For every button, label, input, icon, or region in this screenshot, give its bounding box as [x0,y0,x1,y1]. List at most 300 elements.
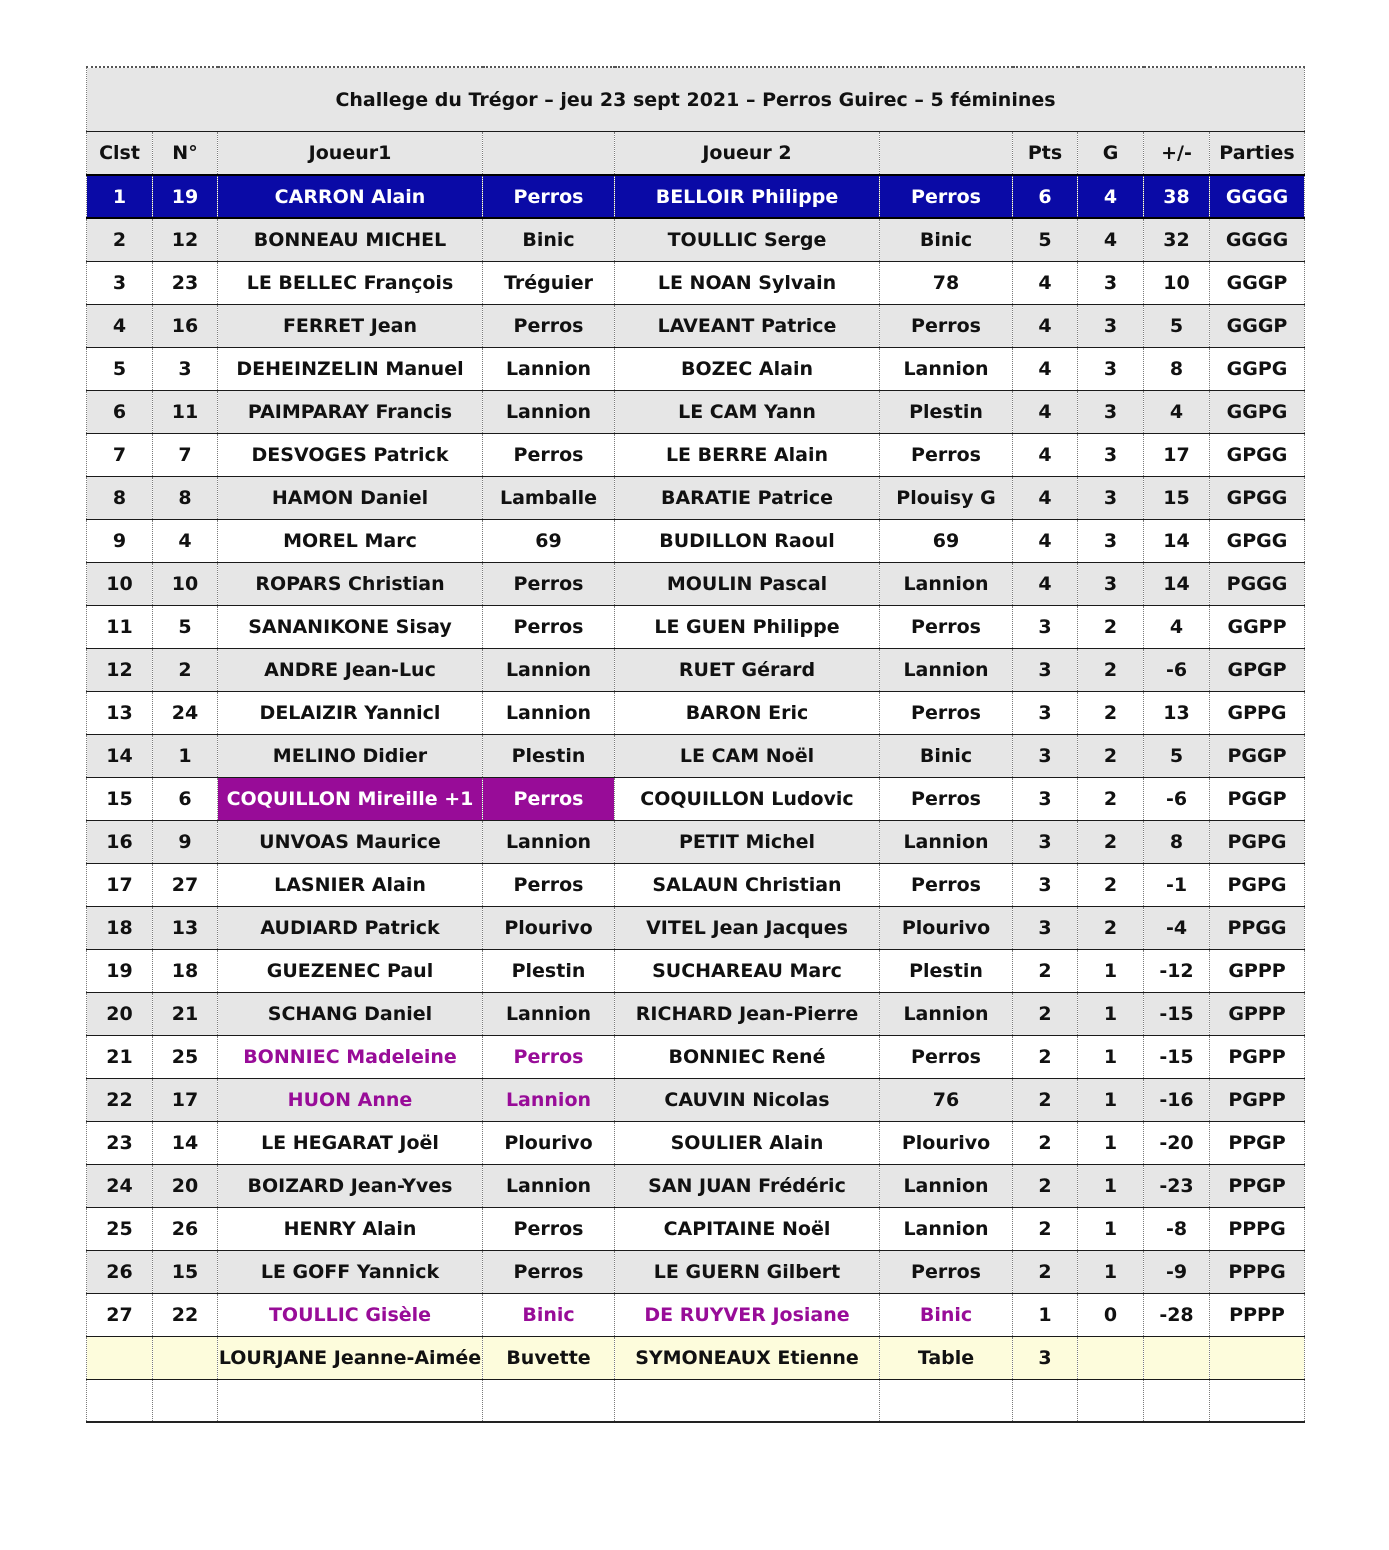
cell-games: PPGG [1210,906,1305,949]
cell-points: 2 [1013,1078,1078,1121]
cell-club2: Plouisy G [880,476,1013,519]
cell-games: GGPG [1210,390,1305,433]
cell-diff: -12 [1144,949,1210,992]
cell-wins: 3 [1078,519,1144,562]
cell-club2: Binic [880,1293,1013,1336]
cell-club2: Lannion [880,562,1013,605]
cell-rank [87,1379,153,1422]
cell-club2: Perros [880,304,1013,347]
cell-games: GPPG [1210,691,1305,734]
cell-diff: 4 [1144,390,1210,433]
cell-club2: Perros [880,1250,1013,1293]
cell-player1: LE HEGARAT Joël [218,1121,483,1164]
cell-player1: GUEZENEC Paul [218,949,483,992]
cell-points: 4 [1013,519,1078,562]
cell-rank [87,1336,153,1379]
cell-rank: 20 [87,992,153,1035]
cell-player2: BARATIE Patrice [615,476,880,519]
table-row [87,691,1305,734]
cell-club2: Lannion [880,1164,1013,1207]
header-joueur2: Joueur 2 [615,132,880,176]
cell-wins: 3 [1078,390,1144,433]
cell-player1: ANDRE Jean-Luc [218,648,483,691]
cell-player1: BONNEAU MICHEL [218,218,483,261]
cell-rank: 25 [87,1207,153,1250]
cell-points: 3 [1013,1336,1078,1379]
cell-wins: 1 [1078,1035,1144,1078]
cell-wins: 2 [1078,734,1144,777]
cell-games: PGPG [1210,820,1305,863]
cell-points: 6 [1013,175,1078,218]
table-row [87,175,1305,218]
cell-number: 5 [153,605,218,648]
cell-club2: 69 [880,519,1013,562]
cell-rank: 10 [87,562,153,605]
cell-games: GPGG [1210,476,1305,519]
header-club2 [880,132,1013,176]
cell-player2: BARON Eric [615,691,880,734]
cell-club1: Plestin [483,734,615,777]
cell-number: 18 [153,949,218,992]
results-table [86,66,1305,1423]
cell-player1: LOURJANE Jeanne-Aimée [218,1336,483,1379]
header-parties: Parties [1210,132,1305,176]
cell-number: 7 [153,433,218,476]
cell-rank: 1 [87,175,153,218]
cell-games: GGGG [1210,175,1305,218]
cell-player2: MOULIN Pascal [615,562,880,605]
cell-club1: Perros [483,562,615,605]
cell-rank: 27 [87,1293,153,1336]
cell-diff: -6 [1144,648,1210,691]
cell-points: 4 [1013,476,1078,519]
header-g: G [1078,132,1144,176]
cell-rank: 3 [87,261,153,304]
table-row [87,605,1305,648]
cell-club1: Lannion [483,390,615,433]
cell-club2: Perros [880,691,1013,734]
cell-rank: 16 [87,820,153,863]
cell-games: PPPG [1210,1250,1305,1293]
cell-player1: LASNIER Alain [218,863,483,906]
cell-wins: 3 [1078,433,1144,476]
table-row [87,1078,1305,1121]
cell-club2: Table [880,1336,1013,1379]
cell-player1: DELAIZIR Yannicl [218,691,483,734]
cell-club2: 76 [880,1078,1013,1121]
header-joueur1: Joueur1 [218,132,483,176]
cell-club1: Tréguier [483,261,615,304]
cell-number: 9 [153,820,218,863]
cell-club1: Perros [483,1250,615,1293]
table-row [87,304,1305,347]
cell-points: 4 [1013,433,1078,476]
cell-club1: Buvette [483,1336,615,1379]
header-club1 [483,132,615,176]
cell-diff: 15 [1144,476,1210,519]
cell-player1: UNVOAS Maurice [218,820,483,863]
cell-number: 8 [153,476,218,519]
cell-points: 4 [1013,390,1078,433]
table-row [87,562,1305,605]
cell-club1: Perros [483,304,615,347]
cell-points: 4 [1013,347,1078,390]
cell-club1: Perros [483,433,615,476]
table-row [87,347,1305,390]
cell-player2: RICHARD Jean-Pierre [615,992,880,1035]
cell-diff: 14 [1144,519,1210,562]
cell-rank: 2 [87,218,153,261]
cell-player2: SOULIER Alain [615,1121,880,1164]
cell-player2: LE CAM Yann [615,390,880,433]
cell-points: 4 [1013,562,1078,605]
cell-club2: 78 [880,261,1013,304]
cell-points: 2 [1013,1164,1078,1207]
cell-points: 3 [1013,906,1078,949]
cell-club1: Binic [483,218,615,261]
cell-number: 4 [153,519,218,562]
cell-rank: 12 [87,648,153,691]
cell-points: 2 [1013,1207,1078,1250]
cell-wins: 3 [1078,476,1144,519]
cell-diff: -6 [1144,777,1210,820]
cell-number: 20 [153,1164,218,1207]
cell-number: 24 [153,691,218,734]
cell-player1: LE BELLEC François [218,261,483,304]
cell-club1: Plourivo [483,1121,615,1164]
cell-number: 22 [153,1293,218,1336]
cell-club1: Lannion [483,1164,615,1207]
cell-points: 2 [1013,1121,1078,1164]
table-row [87,906,1305,949]
cell-games: PGGP [1210,734,1305,777]
cell-number: 25 [153,1035,218,1078]
cell-player2: CAPITAINE Noël [615,1207,880,1250]
cell-club2: Lannion [880,648,1013,691]
cell-points: 3 [1013,777,1078,820]
cell-games: GGPG [1210,347,1305,390]
cell-rank: 23 [87,1121,153,1164]
cell-diff: 14 [1144,562,1210,605]
cell-rank: 9 [87,519,153,562]
cell-player1: DEHEINZELIN Manuel [218,347,483,390]
header-clst: Clst [87,132,153,176]
cell-club1: Lamballe [483,476,615,519]
cell-player2: LE NOAN Sylvain [615,261,880,304]
cell-points: 1 [1013,1293,1078,1336]
cell-player1: DESVOGES Patrick [218,433,483,476]
cell-player1: FERRET Jean [218,304,483,347]
cell-player1: MOREL Marc [218,519,483,562]
cell-club1: Lannion [483,820,615,863]
cell-club2 [880,1379,1013,1422]
cell-games: GPPP [1210,949,1305,992]
cell-club1: Perros [483,1035,615,1078]
cell-diff: -1 [1144,863,1210,906]
cell-rank: 17 [87,863,153,906]
cell-player2: TOULLIC Serge [615,218,880,261]
cell-player1: ROPARS Christian [218,562,483,605]
cell-player2: SAN JUAN Frédéric [615,1164,880,1207]
cell-number: 16 [153,304,218,347]
cell-player2: SYMONEAUX Etienne [615,1336,880,1379]
cell-rank: 5 [87,347,153,390]
cell-club1: Perros [483,1207,615,1250]
cell-player1: AUDIARD Patrick [218,906,483,949]
cell-wins: 4 [1078,218,1144,261]
cell-diff: -23 [1144,1164,1210,1207]
cell-player2: LE GUERN Gilbert [615,1250,880,1293]
cell-player1: HENRY Alain [218,1207,483,1250]
cell-club2: Perros [880,863,1013,906]
cell-wins: 1 [1078,1250,1144,1293]
cell-number: 19 [153,175,218,218]
cell-club2: Lannion [880,820,1013,863]
cell-rank: 18 [87,906,153,949]
cell-wins: 4 [1078,175,1144,218]
cell-wins: 3 [1078,562,1144,605]
cell-diff: 4 [1144,605,1210,648]
cell-diff: 8 [1144,347,1210,390]
cell-wins [1078,1336,1144,1379]
cell-club1: Binic [483,1293,615,1336]
cell-player2: COQUILLON Ludovic [615,777,880,820]
cell-points: 2 [1013,1035,1078,1078]
cell-wins: 3 [1078,347,1144,390]
cell-number: 3 [153,347,218,390]
table-row [87,1121,1305,1164]
table-row [87,1035,1305,1078]
table-row [87,1164,1305,1207]
header-pts: Pts [1013,132,1078,176]
cell-club1: Lannion [483,347,615,390]
cell-player1: LE GOFF Yannick [218,1250,483,1293]
cell-wins: 1 [1078,1164,1144,1207]
cell-wins: 2 [1078,906,1144,949]
cell-number [153,1379,218,1422]
cell-wins: 1 [1078,992,1144,1035]
cell-games: PGGP [1210,777,1305,820]
cell-wins: 2 [1078,605,1144,648]
cell-player2 [615,1379,880,1422]
cell-rank: 7 [87,433,153,476]
cell-number: 2 [153,648,218,691]
cell-player1: BOIZARD Jean-Yves [218,1164,483,1207]
cell-games: PPGP [1210,1164,1305,1207]
cell-rank: 22 [87,1078,153,1121]
cell-points: 3 [1013,734,1078,777]
cell-games: PPGP [1210,1121,1305,1164]
cell-club2: Lannion [880,1207,1013,1250]
cell-games: GGGP [1210,261,1305,304]
cell-player2: SALAUN Christian [615,863,880,906]
cell-wins: 0 [1078,1293,1144,1336]
cell-player2: BUDILLON Raoul [615,519,880,562]
cell-points: 2 [1013,949,1078,992]
cell-wins: 1 [1078,1121,1144,1164]
cell-player1: MELINO Didier [218,734,483,777]
cell-player2: BELLOIR Philippe [615,175,880,218]
table-row [87,519,1305,562]
cell-player1: PAIMPARAY Francis [218,390,483,433]
cell-player2: LE GUEN Philippe [615,605,880,648]
cell-player2: LE BERRE Alain [615,433,880,476]
cell-points: 4 [1013,304,1078,347]
cell-player2: PETIT Michel [615,820,880,863]
cell-player2: CAUVIN Nicolas [615,1078,880,1121]
cell-wins: 2 [1078,691,1144,734]
cell-rank: 14 [87,734,153,777]
cell-games: GPGP [1210,648,1305,691]
cell-wins [1078,1379,1144,1422]
table-row [87,433,1305,476]
cell-player2: LAVEANT Patrice [615,304,880,347]
cell-player2: DE RUYVER Josiane [615,1293,880,1336]
cell-rank: 8 [87,476,153,519]
cell-games [1210,1336,1305,1379]
cell-diff: 17 [1144,433,1210,476]
cell-player2: BOZEC Alain [615,347,880,390]
cell-club1: Lannion [483,1078,615,1121]
cell-rank: 26 [87,1250,153,1293]
cell-points: 3 [1013,691,1078,734]
cell-points: 4 [1013,261,1078,304]
cell-rank: 19 [87,949,153,992]
cell-player2: VITEL Jean Jacques [615,906,880,949]
cell-club2: Binic [880,218,1013,261]
cell-number: 13 [153,906,218,949]
cell-games: PGPP [1210,1035,1305,1078]
table-row [87,218,1305,261]
cell-club2: Plourivo [880,906,1013,949]
cell-number: 14 [153,1121,218,1164]
table-row [87,648,1305,691]
cell-wins: 2 [1078,648,1144,691]
table-row [87,1250,1305,1293]
cell-club2: Binic [880,734,1013,777]
table-row [87,820,1305,863]
cell-player1: TOULLIC Gisèle [218,1293,483,1336]
cell-diff: 5 [1144,734,1210,777]
cell-games: PGGG [1210,562,1305,605]
cell-player2: LE CAM Noël [615,734,880,777]
cell-player1: HUON Anne [218,1078,483,1121]
cell-diff: 8 [1144,820,1210,863]
table-row [87,863,1305,906]
cell-wins: 3 [1078,261,1144,304]
cell-diff: 32 [1144,218,1210,261]
cell-club1: Lannion [483,648,615,691]
cell-diff: -15 [1144,1035,1210,1078]
cell-rank: 4 [87,304,153,347]
cell-number: 1 [153,734,218,777]
cell-wins: 2 [1078,820,1144,863]
cell-games: PGPG [1210,863,1305,906]
table-row [87,390,1305,433]
cell-games: GPGG [1210,433,1305,476]
cell-number: 12 [153,218,218,261]
cell-diff: -20 [1144,1121,1210,1164]
cell-games: GGGP [1210,304,1305,347]
cell-games: GGGG [1210,218,1305,261]
cell-player1: SCHANG Daniel [218,992,483,1035]
cell-diff: -16 [1144,1078,1210,1121]
cell-rank: 11 [87,605,153,648]
cell-points: 3 [1013,648,1078,691]
cell-wins: 1 [1078,949,1144,992]
cell-rank: 21 [87,1035,153,1078]
cell-player1: COQUILLON Mireille +1 [218,777,483,820]
cell-player1: BONNIEC Madeleine [218,1035,483,1078]
cell-diff: 38 [1144,175,1210,218]
cell-number [153,1336,218,1379]
cell-number: 10 [153,562,218,605]
table-row [87,1379,1305,1422]
cell-number: 15 [153,1250,218,1293]
cell-club1: Lannion [483,992,615,1035]
table-row [87,1293,1305,1336]
table-row [87,992,1305,1035]
cell-number: 21 [153,992,218,1035]
cell-diff: -4 [1144,906,1210,949]
cell-number: 26 [153,1207,218,1250]
cell-rank: 13 [87,691,153,734]
cell-diff: -8 [1144,1207,1210,1250]
cell-points: 2 [1013,1250,1078,1293]
cell-club1: 69 [483,519,615,562]
cell-club2: Lannion [880,347,1013,390]
cell-club2: Perros [880,777,1013,820]
cell-games: GPGG [1210,519,1305,562]
cell-number: 11 [153,390,218,433]
cell-games: GGPP [1210,605,1305,648]
cell-points: 3 [1013,863,1078,906]
cell-diff: -15 [1144,992,1210,1035]
cell-points: 2 [1013,992,1078,1035]
cell-points: 5 [1013,218,1078,261]
table-row [87,1336,1305,1379]
cell-games [1210,1379,1305,1422]
cell-wins: 1 [1078,1207,1144,1250]
cell-club2: Perros [880,605,1013,648]
cell-diff: 13 [1144,691,1210,734]
cell-club1: Perros [483,863,615,906]
cell-wins: 2 [1078,863,1144,906]
table-row [87,949,1305,992]
cell-player1: SANANIKONE Sisay [218,605,483,648]
cell-club1: Plestin [483,949,615,992]
cell-diff: 5 [1144,304,1210,347]
cell-diff [1144,1336,1210,1379]
cell-player1: HAMON Daniel [218,476,483,519]
cell-club2: Plestin [880,390,1013,433]
table-row [87,777,1305,820]
cell-number: 23 [153,261,218,304]
cell-points: 3 [1013,820,1078,863]
cell-club1: Perros [483,605,615,648]
cell-number: 17 [153,1078,218,1121]
cell-club1: Perros [483,777,615,820]
cell-diff [1144,1379,1210,1422]
table-title: Challege du Trégor – jeu 23 sept 2021 – Perros Guirec – 5 féminines [87,67,1305,132]
cell-points [1013,1379,1078,1422]
cell-games: GPPP [1210,992,1305,1035]
cell-player2: RUET Gérard [615,648,880,691]
cell-diff: -28 [1144,1293,1210,1336]
cell-number: 27 [153,863,218,906]
cell-player2: SUCHAREAU Marc [615,949,880,992]
cell-player1: CARRON Alain [218,175,483,218]
